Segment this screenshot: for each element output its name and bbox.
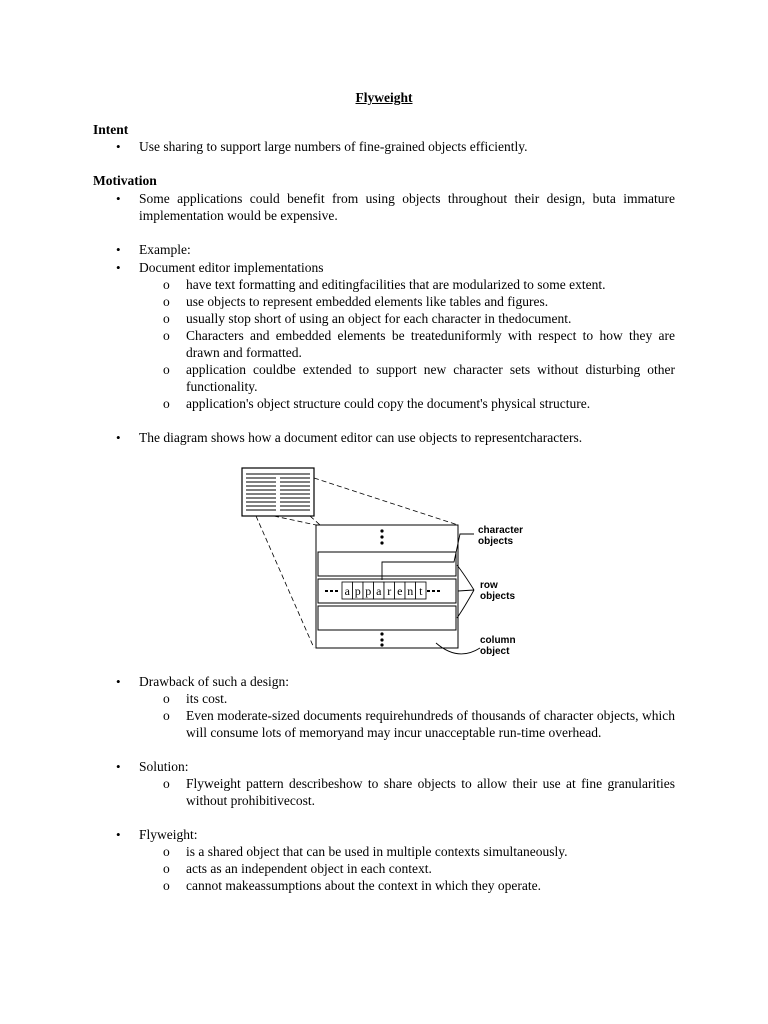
character-objects-row [342,582,426,599]
sub-item: have text formatting and editingfacilities that are modularized to some extent. [186,277,606,292]
page-title: Flyweight [355,90,413,105]
sub-item: Characters and embedded elements be treateduniformly with respect to how they are drawn and formatted. [186,328,675,360]
intent-item: Use sharing to support large numbers of fine-grained objects efficiently. [139,139,528,154]
sub-bullet-symbol: o [163,311,170,326]
bullet-symbol: • [116,759,121,774]
diagram-intro: The diagram shows how a document editor can use objects to representcharacters. [139,430,583,445]
bullet-symbol: • [116,242,121,257]
row-object [318,606,456,630]
sub-bullet-symbol: o [163,294,170,309]
bullet-symbol: • [116,139,121,154]
sub-item: use objects to represent embedded elements like tables and figures. [186,294,549,309]
row-objects-label: row [480,580,498,591]
sub-item: cannot makeassumptions about the context in which they operate. [186,878,542,893]
character-object-letter: e [397,584,403,598]
sub-item: application couldbe extended to support new character sets without disturbing other functionality. [186,362,675,394]
column-object-label: column [480,635,516,646]
top-ellipsis [380,529,383,544]
character-object-letter: a [376,584,382,598]
character-object-letter: p [365,584,372,598]
sub-item: application's object structure could copy the document's physical structure. [186,396,591,411]
character-object-letter: t [419,584,423,598]
doc-editor-label: Document editor implementations [139,260,324,275]
sub-bullet-symbol: o [163,708,170,723]
bullet-symbol: • [116,191,121,206]
bottom-ellipsis [380,632,383,646]
solution-label: Solution: [139,759,189,774]
page-thumbnail [242,468,314,516]
intent-heading: Intent [93,122,129,137]
flyweight-label: Flyweight: [139,827,198,842]
sub-item: Even moderate-sized documents requirehundreds of thousands of character objects, which will consume lots of memoryand may incur unacceptable run-time overhead. [186,708,675,740]
drawback-label: Drawback of such a design: [139,674,289,689]
sub-bullet-symbol: o [163,878,170,893]
sub-bullet-symbol: o [163,277,170,292]
motivation-heading: Motivation [93,173,157,188]
row-objects-label: objects [480,591,516,602]
character-object-letter: p [354,584,361,598]
bullet-symbol: • [116,827,121,842]
motivation-paragraph: Some applications could benefit from using objects throughout their design, buta immature implementation would be expensive. [139,191,675,223]
column-object-label: object [480,646,510,657]
row-object [318,552,456,576]
sub-item: is a shared object that can be used in multiple contexts simultaneously. [186,844,568,859]
bullet-symbol: • [116,260,121,275]
sub-item: its cost. [186,691,228,706]
character-object-letter: r [387,584,392,598]
sub-item: usually stop short of using an object for each character in thedocument. [186,311,572,326]
sub-bullet-symbol: o [163,328,170,343]
character-objects-label: objects [478,536,514,547]
flyweight-diagram [236,462,536,672]
sub-bullet-symbol: o [163,844,170,859]
sub-bullet-symbol: o [163,861,170,876]
sub-item: acts as an independent object in each context. [186,861,432,876]
example-label: Example: [139,242,191,257]
bullet-symbol: • [116,430,121,445]
sub-bullet-symbol: o [163,691,170,706]
character-object-letter: a [344,584,350,598]
sub-bullet-symbol: o [163,362,170,377]
row-pointers [457,565,474,618]
character-object-letter: n [407,584,414,598]
sub-item: Flyweight pattern describeshow to share objects to allow their use at fine granularities without prohibitivecost. [186,776,675,808]
character-objects-label: character [478,525,524,536]
sub-bullet-symbol: o [163,776,170,791]
bullet-symbol: • [116,674,121,689]
sub-bullet-symbol: o [163,396,170,411]
